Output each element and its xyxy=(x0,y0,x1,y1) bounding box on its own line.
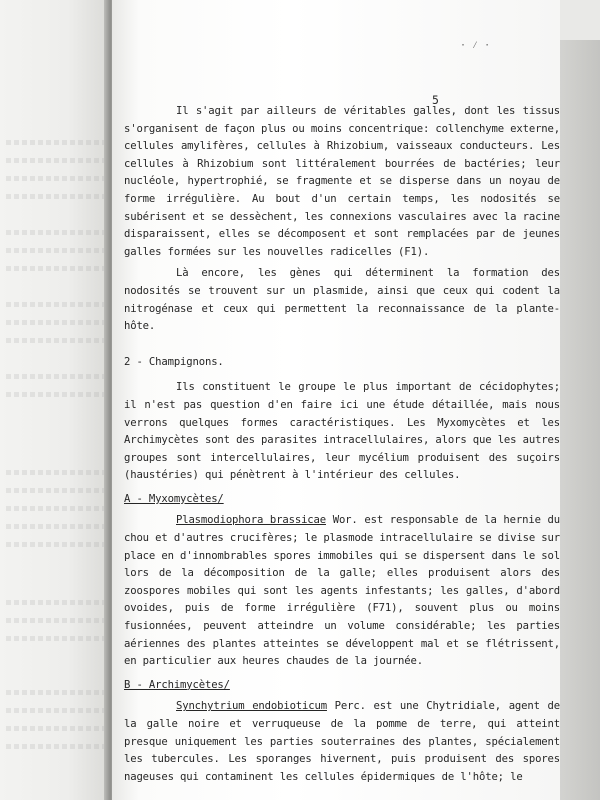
show-through-line xyxy=(6,708,106,713)
show-through-line xyxy=(6,176,106,181)
show-through-line xyxy=(6,230,106,235)
show-through-line xyxy=(6,248,106,253)
show-through-line xyxy=(6,302,106,307)
show-through-line xyxy=(6,524,106,529)
show-through-line xyxy=(6,506,106,511)
show-through-line xyxy=(6,690,106,695)
paragraph-text: Wor. est responsable de la hernie du chou et d'autres crucifères; le plasmode intracellulaire se divise sur place en d'innombrables spores immobiles qui se dispersent dans le sol lors de la décomposition de la galle; elles produisent alors des zoospores mobiles qui sont les agents infestants; les galles, d'abord ovoides, puis de forme irrégulière (F71), souvent plus ou moins fusionnées, peuvent atteindre un volume considérable; les parties aériennes des plantes atteintes se développent mal et se flétrissent, en particulier aux heures chaudes de la journée. xyxy=(124,514,560,668)
show-through-line xyxy=(6,266,106,271)
body-text xyxy=(124,103,560,786)
show-through-line xyxy=(6,320,106,325)
show-through-line xyxy=(6,726,106,731)
show-through-line xyxy=(6,194,106,199)
page-number: 5 xyxy=(432,93,439,107)
section-heading: 2 - Champignons. xyxy=(124,355,224,368)
show-through-line xyxy=(6,636,106,641)
species-name: Synchytrium endobioticum xyxy=(176,700,327,713)
paragraph xyxy=(124,698,560,786)
show-through-line xyxy=(6,744,106,749)
paragraph xyxy=(124,512,560,670)
show-through-line xyxy=(6,140,106,145)
left-page xyxy=(0,0,112,800)
show-through-line xyxy=(6,542,106,547)
paragraph: Ils constituent le groupe le plus important de cécidophytes; il n'est pas question d'en faire ici une étude détaillée, mais nous verrons quelques formes caractéristiques. Les Myxomycètes et les Archimycètes sont des parasites intracellulaires, alors que les autres groupes sont intercellulaires, leur mycélium produisent des suçoirs (haustéries) qui pénètrent à l'intérieur des cellules. xyxy=(124,381,560,482)
show-through-line xyxy=(6,600,106,605)
corner-mark: · ⁄ · xyxy=(460,40,491,51)
show-through-line xyxy=(6,392,106,397)
show-through-line xyxy=(6,488,106,493)
show-through-line xyxy=(6,470,106,475)
subsection-heading: B - Archimycètes/ xyxy=(124,678,230,691)
paragraph-text: Perc. est une Chytridiale, agent de la galle noire et verruqueuse de la pomme de terre, qui atteint presque uniquement les parties souterraines des plantes, spécialement les tubercules. Les sporanges hivernent, puis produisent des spores nageuses qui contaminent les cellules épidermiques de l'hôte; le xyxy=(124,700,560,783)
show-through-line xyxy=(6,374,106,379)
show-through-line xyxy=(6,158,106,163)
paragraph: Là encore, les gènes qui déterminent la formation des nodosités se trouvent sur un plasmide, ainsi que ceux qui codent la nitrogénase et ceux qui permettent la reconnaissance de la plante-hôte. xyxy=(124,267,560,333)
species-name: Plasmodiophora brassicae xyxy=(176,514,326,527)
document-page xyxy=(112,0,560,800)
show-through-line xyxy=(6,338,106,343)
paragraph: Il s'agit par ailleurs de véritables galles, dont les tissus s'organisent de façon plus ou moins concentrique: collenchyme externe, cellules amylifères, cellules à Rhizobium, vaisseaux conducteurs. Les cellules à Rhizobium sont littéralement bourrées de bactéries; leur nucléole, hypertrophié, se fragmente et se disperse dans un noyau de forme irrégulière. Au bout d'un certain temps, les nodosités se subérisent et se dessèchent, les connexions vasculaires avec la racine disparaissent, elles se décomposent et sont remplacées par de jeunes galles formées sur les nouvelles radicelles (F1). xyxy=(124,105,560,258)
show-through-line xyxy=(6,618,106,623)
subsection-heading: A - Myxomycètes/ xyxy=(124,492,224,505)
